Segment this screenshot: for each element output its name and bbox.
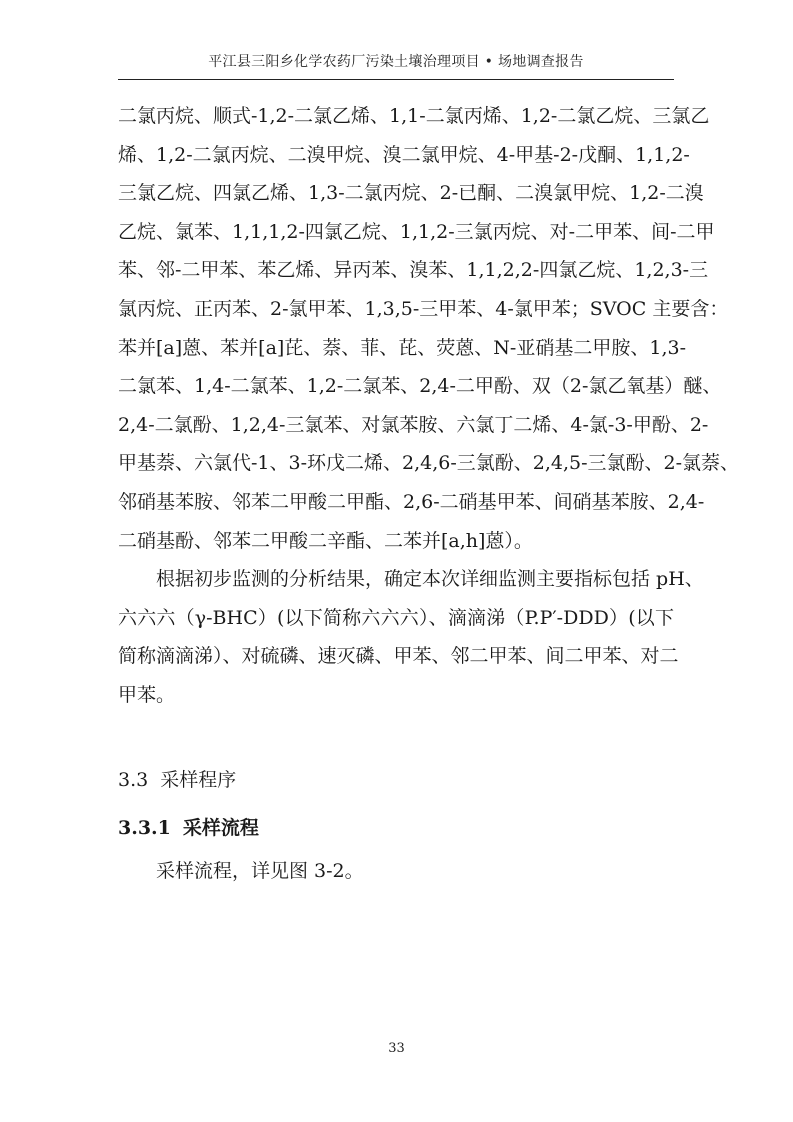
- text-line: 根据初步监测的分析结果，确定本次详细监测主要指标包括 pH、: [156, 568, 704, 591]
- text-line: 苯、邻-二甲苯、苯乙烯、异丙苯、溴苯、1,1,2,2-四氯乙烷、1,2,3-三: [118, 259, 709, 282]
- section-number: 3.3.1: [118, 817, 171, 839]
- section-heading-3-3-1: [118, 810, 259, 846]
- text-line: 2,4-二氯酚、1,2,4-三氯苯、对氯苯胺、六氯丁二烯、4-氯-3-甲酚、2-: [118, 413, 709, 436]
- text-line: 甲苯。: [118, 683, 176, 706]
- section-heading-3-3: [118, 762, 236, 798]
- text-line: 烯、1,2-二氯丙烷、二溴甲烷、溴二氯甲烷、4-甲基-2-戊酮、1,1,2-: [118, 143, 690, 166]
- text-line: 六六六（γ-BHC）(以下简称六六六）、滴滴涕（P.P′-DDD）(以下: [118, 606, 674, 629]
- text-line: 氯丙烷、正丙苯、2-氯甲苯、1,3,5-三甲苯、4-氯甲苯；SVOC 主要含：: [118, 297, 729, 320]
- text-line: 乙烷、氯苯、1,1,1,2-四氯乙烷、1,1,2-三氯丙烷、对-二甲苯、间-二甲: [118, 220, 715, 243]
- text-line: 三氯乙烷、四氯乙烯、1,3-二氯丙烷、2-已酮、二溴氯甲烷、1,2-二溴: [118, 182, 704, 205]
- sampling-paragraph: 采样流程，详见图 3-2。: [156, 860, 364, 882]
- section-title: 采样程序: [160, 769, 237, 791]
- page-header: [118, 51, 674, 80]
- text-line: 邻硝基苯胺、邻苯二甲酸二甲酯、2,6-二硝基甲苯、间硝基苯胺、2,4-: [118, 490, 705, 513]
- text-line: 甲基萘、六氯代-1、3-环戊二烯、2,4,6-三氯酚、2,4,5-三氯酚、2-氯萘、: [118, 452, 740, 475]
- section-number: 3.3: [118, 769, 149, 791]
- text-line: 简称滴滴涕）、对硫磷、速灭磷、甲苯、邻二甲苯、间二甲苯、对二: [118, 645, 679, 668]
- text-line: 二氯苯、1,4-二氯苯、1,2-二氯苯、2,4-二甲酚、双（2-氯乙氧基）醚、: [118, 375, 722, 398]
- header-title: 平江县三阳乡化学农药厂污染土壤治理项目 • 场地调查报告: [208, 54, 584, 70]
- text-line: 苯并[a]蒽、苯并[a]芘、萘、菲、芘、荧蒽、N-亚硝基二甲胺、1,3-: [118, 336, 686, 359]
- section-title: 采样流程: [182, 817, 259, 839]
- page-number: 33: [388, 1041, 405, 1056]
- text-line: 二氯丙烷、顺式-1,2-二氯乙烯、1,1-二氯丙烯、1,2-二氯乙烷、三氯乙: [118, 105, 710, 127]
- body-text: [118, 97, 740, 715]
- text-line: 二硝基酚、邻苯二甲酸二辛酯、二苯并[a,h]蒽）。: [118, 529, 533, 552]
